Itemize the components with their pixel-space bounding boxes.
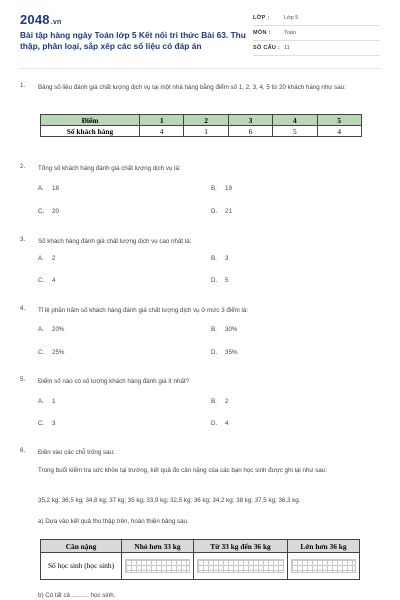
question-text: Tỉ lệ phần trăm số khách hàng đánh giá chất lượng dịch vụ ở mức 3 điểm là: bbox=[38, 307, 249, 314]
answer-option-b[interactable] bbox=[211, 398, 228, 405]
weights-list: 35,2 kg; 36,5 kg; 34,8 kg; 37 kg; 35 kg; 33,9 kg; 32,5 kg; 36 kg; 34,2 kg; 38 kg; 37,5 kg; 36,3 kg. bbox=[38, 497, 301, 504]
meta-info bbox=[253, 13, 380, 58]
answer-option-d[interactable] bbox=[211, 208, 232, 215]
meta-label: LỚP : bbox=[253, 15, 270, 21]
option-text: 21 bbox=[225, 208, 232, 215]
option-text: 2 bbox=[225, 398, 229, 405]
question-text: Số khách hàng đánh giá chất lượng dịch vụ cao nhất là: bbox=[38, 238, 192, 245]
table-cell: Số học sinh (học sinh) bbox=[41, 553, 122, 580]
meta-row-count bbox=[253, 43, 380, 56]
table-cell: 4 bbox=[140, 126, 184, 137]
option-letter: B. bbox=[211, 398, 217, 405]
question-text: Điền vào các chỗ trống sau: bbox=[38, 449, 115, 456]
option-letter: A. bbox=[38, 398, 44, 405]
question-number: 6. bbox=[20, 447, 26, 454]
option-letter: D. bbox=[211, 208, 218, 215]
answer-option-c[interactable] bbox=[38, 208, 59, 215]
table-cell: 4 bbox=[273, 115, 317, 126]
answer-option-a[interactable] bbox=[38, 398, 55, 405]
grid-box bbox=[125, 559, 190, 573]
answer-option-a[interactable] bbox=[38, 255, 55, 262]
meta-value: Toán bbox=[284, 30, 296, 36]
header-divider bbox=[20, 68, 380, 69]
option-text: 3 bbox=[225, 255, 229, 262]
answer-cell[interactable] bbox=[287, 553, 359, 580]
table-cell: 1 bbox=[184, 126, 228, 137]
table-cell: 3 bbox=[228, 115, 272, 126]
meta-value: 11 bbox=[284, 45, 290, 51]
meta-row-class bbox=[253, 13, 380, 26]
option-letter: C. bbox=[38, 349, 45, 356]
question-number: 1. bbox=[20, 82, 26, 89]
question-number: 2. bbox=[20, 163, 26, 170]
option-text: 5 bbox=[225, 277, 229, 284]
option-text: 20 bbox=[52, 208, 59, 215]
table-header: Cân nặng bbox=[41, 540, 122, 553]
question-number: 5. bbox=[20, 376, 26, 383]
option-letter: D. bbox=[211, 277, 218, 284]
option-letter: B. bbox=[211, 185, 217, 192]
weight-table bbox=[40, 539, 360, 580]
table-row bbox=[41, 553, 360, 580]
option-text: 3 bbox=[52, 420, 56, 427]
option-letter: C. bbox=[38, 208, 45, 215]
option-text: 1 bbox=[52, 398, 56, 405]
option-letter: A. bbox=[38, 185, 44, 192]
option-text: 35% bbox=[225, 349, 238, 356]
meta-label: MÔN : bbox=[253, 30, 271, 36]
question-text: Tổng số khách hàng đánh giá chất lượng dịch vụ là: bbox=[38, 165, 181, 172]
option-text: 20% bbox=[52, 326, 65, 333]
page-header bbox=[0, 0, 400, 62]
table-cell: 1 bbox=[140, 115, 184, 126]
logo-suffix: .vn bbox=[50, 19, 62, 26]
answer-option-a[interactable] bbox=[38, 185, 59, 192]
answer-option-b[interactable] bbox=[211, 255, 228, 262]
answer-option-b[interactable] bbox=[211, 185, 232, 192]
option-letter: A. bbox=[38, 326, 44, 333]
answer-cell[interactable] bbox=[194, 553, 288, 580]
option-text: 2 bbox=[52, 255, 56, 262]
table-cell: 5 bbox=[317, 115, 361, 126]
option-letter: A. bbox=[38, 255, 44, 262]
table-cell: 4 bbox=[317, 126, 361, 137]
answer-cell[interactable] bbox=[122, 553, 194, 580]
table-header: Nhỏ hơn 33 kg bbox=[122, 540, 194, 553]
option-letter: C. bbox=[38, 277, 45, 284]
table-row bbox=[41, 115, 362, 126]
table-row bbox=[41, 126, 362, 137]
table-header: Lớn hơn 36 kg bbox=[287, 540, 359, 553]
meta-value: Lớp 5 bbox=[284, 15, 299, 21]
option-text: 4 bbox=[52, 277, 56, 284]
grid-box bbox=[197, 559, 284, 573]
option-letter: C. bbox=[38, 420, 45, 427]
answer-option-c[interactable] bbox=[38, 349, 64, 356]
logo-text: 2048 bbox=[20, 12, 50, 27]
option-text: 19 bbox=[225, 185, 232, 192]
table-cell: 6 bbox=[228, 126, 272, 137]
question-number: 3. bbox=[20, 236, 26, 243]
question-paragraph: Trong buổi kiểm tra sức khỏe tại trường, kết quả đo cân nặng của các bạn học sinh được ghi lại như sau: bbox=[38, 467, 327, 474]
table-row bbox=[41, 540, 360, 553]
option-text: 25% bbox=[52, 349, 65, 356]
meta-label: SỐ CÂU : bbox=[253, 45, 281, 51]
answer-option-d[interactable] bbox=[211, 349, 237, 356]
answer-option-d[interactable] bbox=[211, 277, 228, 284]
question-text: Bảng số liệu đánh giá chất lượng dịch vụ tại một nhà hàng bằng điểm số 1, 2, 3, 4, 5 từ 20 khách hàng như sau: bbox=[38, 84, 346, 91]
table-cell: Số khách hàng bbox=[41, 126, 140, 137]
part-a-text: a) Dựa vào kết quả thu thập trên, hoàn thiện bảng sau. bbox=[38, 518, 189, 525]
option-text: 18 bbox=[52, 185, 59, 192]
grid-box bbox=[291, 559, 356, 573]
table-cell: 5 bbox=[273, 126, 317, 137]
score-table bbox=[40, 114, 362, 137]
part-b-text: b) Có tất cả .......... học sinh. bbox=[38, 592, 116, 599]
table-header: Từ 33 kg đến 36 kg bbox=[194, 540, 288, 553]
option-text: 30% bbox=[225, 326, 238, 333]
answer-option-a[interactable] bbox=[38, 326, 64, 333]
table-cell: 2 bbox=[184, 115, 228, 126]
answer-option-c[interactable] bbox=[38, 420, 55, 427]
table-cell: Điểm bbox=[41, 115, 140, 126]
option-text: 4 bbox=[225, 420, 229, 427]
option-letter: B. bbox=[211, 326, 217, 333]
option-letter: D. bbox=[211, 349, 218, 356]
answer-option-c[interactable] bbox=[38, 277, 55, 284]
option-letter: D. bbox=[211, 420, 218, 427]
meta-row-subject bbox=[253, 28, 380, 41]
answer-option-b[interactable] bbox=[211, 326, 237, 333]
answer-option-d[interactable] bbox=[211, 420, 228, 427]
option-letter: B. bbox=[211, 255, 217, 262]
site-logo[interactable] bbox=[20, 12, 61, 27]
question-text: Điểm số nào có số lượng khách hàng đánh giá ít nhất? bbox=[38, 378, 189, 385]
page-title: Bài tập hàng ngày Toán lớp 5 Kết nối tri thức Bài 63. Thu thập, phân loại, sắp xếp các số liệu có đáp án bbox=[20, 30, 246, 51]
question-number: 4. bbox=[20, 305, 26, 312]
